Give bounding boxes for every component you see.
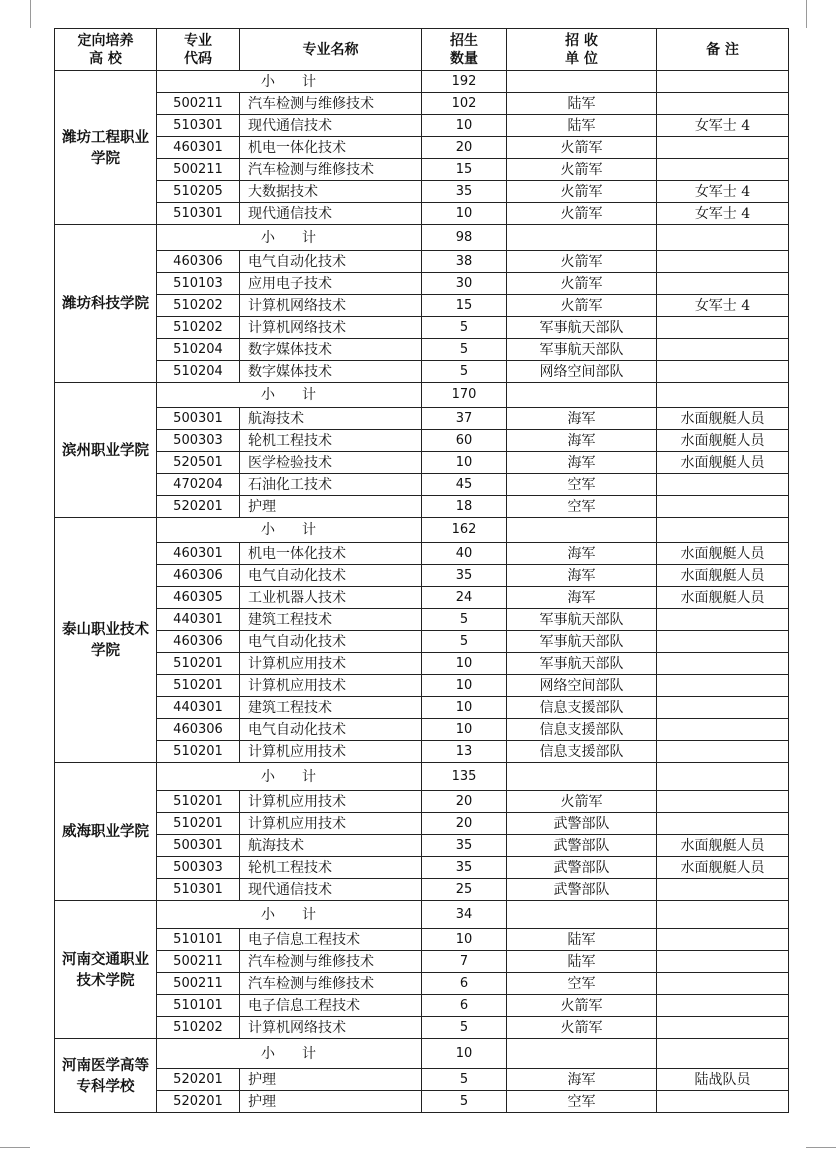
recruit-unit: 火箭军 <box>507 137 657 159</box>
recruit-unit: 军事航天部队 <box>507 631 657 653</box>
enroll-count: 35 <box>422 857 507 879</box>
remark <box>657 791 789 813</box>
subtotal-label: 小 计 <box>157 1039 422 1069</box>
table-row <box>55 951 789 973</box>
major-name: 电气自动化技术 <box>240 631 422 653</box>
recruit-unit: 军事航天部队 <box>507 653 657 675</box>
school-name: 潍坊工程职业学院 <box>55 71 157 225</box>
enroll-count: 20 <box>422 813 507 835</box>
enroll-count: 5 <box>422 361 507 383</box>
enroll-count: 5 <box>422 631 507 653</box>
major-code: 510301 <box>157 879 240 901</box>
major-code: 510202 <box>157 317 240 339</box>
subtotal-remark <box>657 225 789 251</box>
subtotal-remark <box>657 71 789 93</box>
recruit-unit: 信息支援部队 <box>507 741 657 763</box>
major-name: 计算机网络技术 <box>240 295 422 317</box>
table-row <box>55 339 789 361</box>
subtotal-count: 162 <box>422 518 507 543</box>
recruit-unit: 陆军 <box>507 929 657 951</box>
table-row <box>55 474 789 496</box>
school-name: 滨州职业学院 <box>55 383 157 518</box>
enroll-count: 5 <box>422 317 507 339</box>
major-code: 520501 <box>157 452 240 474</box>
subtotal-count: 10 <box>422 1039 507 1069</box>
header-school: 定向培养 高 校 <box>55 29 157 71</box>
recruit-unit: 军事航天部队 <box>507 317 657 339</box>
enroll-count: 5 <box>422 1091 507 1113</box>
recruit-unit: 空军 <box>507 1091 657 1113</box>
major-code: 510101 <box>157 929 240 951</box>
major-name: 护理 <box>240 496 422 518</box>
major-code: 510201 <box>157 741 240 763</box>
enroll-count: 40 <box>422 543 507 565</box>
subtotal-row <box>55 901 789 929</box>
major-code: 510101 <box>157 995 240 1017</box>
table-row <box>55 1091 789 1113</box>
enroll-count: 10 <box>422 697 507 719</box>
major-name: 应用电子技术 <box>240 273 422 295</box>
recruit-unit: 军事航天部队 <box>507 609 657 631</box>
subtotal-row <box>55 383 789 408</box>
recruit-unit: 武警部队 <box>507 813 657 835</box>
remark: 水面舰艇人员 <box>657 587 789 609</box>
table-row <box>55 719 789 741</box>
major-name: 电气自动化技术 <box>240 565 422 587</box>
major-name: 汽车检测与维修技术 <box>240 93 422 115</box>
enroll-count: 5 <box>422 1069 507 1091</box>
remark <box>657 93 789 115</box>
remark <box>657 653 789 675</box>
remark <box>657 879 789 901</box>
enroll-count: 7 <box>422 951 507 973</box>
major-name: 石油化工技术 <box>240 474 422 496</box>
major-code: 460306 <box>157 251 240 273</box>
major-code: 500301 <box>157 408 240 430</box>
subtotal-unit <box>507 901 657 929</box>
remark <box>657 1017 789 1039</box>
enroll-count: 24 <box>422 587 507 609</box>
recruit-unit: 火箭军 <box>507 791 657 813</box>
remark: 水面舰艇人员 <box>657 543 789 565</box>
table-row <box>55 741 789 763</box>
major-name: 计算机应用技术 <box>240 653 422 675</box>
table-row <box>55 879 789 901</box>
major-name: 建筑工程技术 <box>240 609 422 631</box>
remark <box>657 159 789 181</box>
table-row <box>55 813 789 835</box>
subtotal-row <box>55 225 789 251</box>
enroll-count: 102 <box>422 93 507 115</box>
table-row <box>55 181 789 203</box>
table-row <box>55 587 789 609</box>
major-name: 轮机工程技术 <box>240 857 422 879</box>
major-name: 数字媒体技术 <box>240 339 422 361</box>
major-code: 510201 <box>157 675 240 697</box>
header-unit: 招 收 单 位 <box>507 29 657 71</box>
remark: 女军士 4 <box>657 203 789 225</box>
school-name: 河南交通职业技术学院 <box>55 901 157 1039</box>
major-name: 医学检验技术 <box>240 452 422 474</box>
enroll-count: 35 <box>422 835 507 857</box>
recruit-unit: 网络空间部队 <box>507 361 657 383</box>
enroll-count: 5 <box>422 339 507 361</box>
enroll-count: 10 <box>422 929 507 951</box>
enroll-count: 45 <box>422 474 507 496</box>
major-name: 航海技术 <box>240 835 422 857</box>
major-code: 510204 <box>157 339 240 361</box>
major-code: 510201 <box>157 791 240 813</box>
enroll-count: 13 <box>422 741 507 763</box>
recruit-unit: 信息支援部队 <box>507 719 657 741</box>
recruit-unit: 网络空间部队 <box>507 675 657 697</box>
major-name: 计算机应用技术 <box>240 813 422 835</box>
major-name: 护理 <box>240 1069 422 1091</box>
header-count: 招生 数量 <box>422 29 507 71</box>
remark <box>657 631 789 653</box>
remark: 水面舰艇人员 <box>657 430 789 452</box>
enroll-count: 5 <box>422 609 507 631</box>
major-code: 460306 <box>157 565 240 587</box>
major-code: 460305 <box>157 587 240 609</box>
table-row <box>55 609 789 631</box>
major-name: 汽车检测与维修技术 <box>240 951 422 973</box>
table-row <box>55 1069 789 1091</box>
table-row <box>55 93 789 115</box>
major-code: 510205 <box>157 181 240 203</box>
subtotal-label: 小 计 <box>157 901 422 929</box>
enroll-count: 10 <box>422 203 507 225</box>
recruit-unit: 火箭军 <box>507 159 657 181</box>
subtotal-unit <box>507 1039 657 1069</box>
subtotal-unit <box>507 71 657 93</box>
major-code: 510202 <box>157 1017 240 1039</box>
major-name: 计算机应用技术 <box>240 741 422 763</box>
table-row <box>55 653 789 675</box>
major-code: 500211 <box>157 93 240 115</box>
subtotal-remark <box>657 383 789 408</box>
subtotal-count: 34 <box>422 901 507 929</box>
subtotal-row <box>55 518 789 543</box>
major-code: 520201 <box>157 1091 240 1113</box>
major-name: 机电一体化技术 <box>240 137 422 159</box>
major-code: 460306 <box>157 719 240 741</box>
school-name: 潍坊科技学院 <box>55 225 157 383</box>
major-name: 电气自动化技术 <box>240 719 422 741</box>
major-name: 机电一体化技术 <box>240 543 422 565</box>
recruit-unit: 军事航天部队 <box>507 339 657 361</box>
header-row <box>55 29 789 71</box>
major-code: 520201 <box>157 1069 240 1091</box>
major-name: 电子信息工程技术 <box>240 929 422 951</box>
subtotal-label: 小 计 <box>157 71 422 93</box>
recruit-unit: 火箭军 <box>507 295 657 317</box>
remark: 水面舰艇人员 <box>657 857 789 879</box>
remark <box>657 361 789 383</box>
major-name: 现代通信技术 <box>240 203 422 225</box>
major-name: 现代通信技术 <box>240 879 422 901</box>
subtotal-remark <box>657 518 789 543</box>
recruit-unit: 海军 <box>507 430 657 452</box>
major-code: 460301 <box>157 137 240 159</box>
remark: 女军士 4 <box>657 181 789 203</box>
major-code: 500211 <box>157 159 240 181</box>
recruit-unit: 空军 <box>507 474 657 496</box>
crop-mark-bottom-left <box>0 1147 30 1148</box>
major-name: 计算机应用技术 <box>240 791 422 813</box>
remark <box>657 137 789 159</box>
major-name: 大数据技术 <box>240 181 422 203</box>
recruit-unit: 火箭军 <box>507 1017 657 1039</box>
major-code: 510202 <box>157 295 240 317</box>
major-code: 500303 <box>157 857 240 879</box>
recruit-unit: 海军 <box>507 565 657 587</box>
subtotal-remark <box>657 1039 789 1069</box>
table-row <box>55 317 789 339</box>
remark <box>657 697 789 719</box>
enroll-count: 6 <box>422 995 507 1017</box>
enroll-count: 20 <box>422 137 507 159</box>
remark <box>657 951 789 973</box>
table-row <box>55 203 789 225</box>
table-row <box>55 430 789 452</box>
major-code: 510201 <box>157 813 240 835</box>
remark <box>657 719 789 741</box>
remark <box>657 273 789 295</box>
remark <box>657 251 789 273</box>
subtotal-count: 192 <box>422 71 507 93</box>
enroll-count: 10 <box>422 452 507 474</box>
major-code: 510103 <box>157 273 240 295</box>
major-name: 计算机网络技术 <box>240 317 422 339</box>
remark: 水面舰艇人员 <box>657 565 789 587</box>
major-code: 510301 <box>157 203 240 225</box>
enroll-count: 10 <box>422 115 507 137</box>
subtotal-row <box>55 71 789 93</box>
enroll-count: 37 <box>422 408 507 430</box>
table-row <box>55 1017 789 1039</box>
recruit-unit: 火箭军 <box>507 273 657 295</box>
enroll-count: 35 <box>422 565 507 587</box>
table-row <box>55 565 789 587</box>
major-name: 电子信息工程技术 <box>240 995 422 1017</box>
remark <box>657 675 789 697</box>
remark: 水面舰艇人员 <box>657 408 789 430</box>
remark <box>657 929 789 951</box>
table-row <box>55 295 789 317</box>
subtotal-count: 98 <box>422 225 507 251</box>
remark <box>657 973 789 995</box>
subtotal-remark <box>657 901 789 929</box>
recruit-unit: 海军 <box>507 1069 657 1091</box>
subtotal-label: 小 计 <box>157 225 422 251</box>
table-row <box>55 452 789 474</box>
major-name: 现代通信技术 <box>240 115 422 137</box>
table-row <box>55 791 789 813</box>
table-row <box>55 857 789 879</box>
table-row <box>55 408 789 430</box>
remark <box>657 995 789 1017</box>
table-row <box>55 697 789 719</box>
subtotal-unit <box>507 383 657 408</box>
subtotal-row <box>55 763 789 791</box>
enroll-count: 10 <box>422 675 507 697</box>
enroll-count: 10 <box>422 719 507 741</box>
major-name: 计算机网络技术 <box>240 1017 422 1039</box>
recruit-unit: 火箭军 <box>507 181 657 203</box>
remark <box>657 1091 789 1113</box>
major-name: 护理 <box>240 1091 422 1113</box>
school-name: 威海职业学院 <box>55 763 157 901</box>
remark: 女军士 4 <box>657 115 789 137</box>
subtotal-unit <box>507 225 657 251</box>
recruit-unit: 海军 <box>507 408 657 430</box>
table-row <box>55 929 789 951</box>
school-name: 河南医学高等专科学校 <box>55 1039 157 1113</box>
major-code: 460301 <box>157 543 240 565</box>
remark <box>657 317 789 339</box>
remark: 女军士 4 <box>657 295 789 317</box>
header-code: 专业 代码 <box>157 29 240 71</box>
recruit-unit: 海军 <box>507 452 657 474</box>
crop-mark-bottom-right <box>806 1147 836 1148</box>
crop-mark-top-left <box>30 0 31 28</box>
table-row <box>55 835 789 857</box>
table-row <box>55 273 789 295</box>
table-row <box>55 631 789 653</box>
major-code: 510204 <box>157 361 240 383</box>
major-name: 航海技术 <box>240 408 422 430</box>
table-row <box>55 543 789 565</box>
major-name: 建筑工程技术 <box>240 697 422 719</box>
enroll-count: 15 <box>422 295 507 317</box>
table-row <box>55 496 789 518</box>
subtotal-label: 小 计 <box>157 763 422 791</box>
enroll-count: 18 <box>422 496 507 518</box>
table-row <box>55 973 789 995</box>
remark: 水面舰艇人员 <box>657 452 789 474</box>
school-name: 泰山职业技术学院 <box>55 518 157 763</box>
table-row <box>55 675 789 697</box>
subtotal-label: 小 计 <box>157 518 422 543</box>
subtotal-row <box>55 1039 789 1069</box>
enroll-count: 10 <box>422 653 507 675</box>
header-major: 专业名称 <box>240 29 422 71</box>
table-row <box>55 159 789 181</box>
recruit-unit: 空军 <box>507 973 657 995</box>
major-code: 520201 <box>157 496 240 518</box>
subtotal-remark <box>657 763 789 791</box>
enroll-count: 60 <box>422 430 507 452</box>
major-code: 440301 <box>157 697 240 719</box>
recruit-unit: 火箭军 <box>507 995 657 1017</box>
table-row <box>55 361 789 383</box>
table-row <box>55 137 789 159</box>
major-code: 500303 <box>157 430 240 452</box>
remark <box>657 339 789 361</box>
enroll-count: 6 <box>422 973 507 995</box>
major-name: 计算机应用技术 <box>240 675 422 697</box>
table-row <box>55 995 789 1017</box>
crop-mark-top-right <box>806 0 807 28</box>
recruit-unit: 海军 <box>507 543 657 565</box>
enroll-count: 15 <box>422 159 507 181</box>
recruit-unit: 陆军 <box>507 115 657 137</box>
recruit-unit: 海军 <box>507 587 657 609</box>
remark <box>657 609 789 631</box>
major-code: 500211 <box>157 951 240 973</box>
major-code: 460306 <box>157 631 240 653</box>
enroll-count: 35 <box>422 181 507 203</box>
recruit-unit: 火箭军 <box>507 251 657 273</box>
table-body <box>55 71 789 1113</box>
major-code: 500211 <box>157 973 240 995</box>
table-row <box>55 115 789 137</box>
enrollment-table <box>54 28 789 1113</box>
major-name: 数字媒体技术 <box>240 361 422 383</box>
major-code: 500301 <box>157 835 240 857</box>
recruit-unit: 陆军 <box>507 951 657 973</box>
remark <box>657 813 789 835</box>
recruit-unit: 武警部队 <box>507 879 657 901</box>
remark <box>657 496 789 518</box>
table-row <box>55 251 789 273</box>
recruit-unit: 武警部队 <box>507 835 657 857</box>
recruit-unit: 陆军 <box>507 93 657 115</box>
subtotal-label: 小 计 <box>157 383 422 408</box>
major-name: 轮机工程技术 <box>240 430 422 452</box>
subtotal-unit <box>507 763 657 791</box>
recruit-unit: 信息支援部队 <box>507 697 657 719</box>
recruit-unit: 火箭军 <box>507 203 657 225</box>
remark: 陆战队员 <box>657 1069 789 1091</box>
major-name: 汽车检测与维修技术 <box>240 973 422 995</box>
major-name: 工业机器人技术 <box>240 587 422 609</box>
remark <box>657 741 789 763</box>
remark <box>657 474 789 496</box>
subtotal-count: 135 <box>422 763 507 791</box>
major-code: 510301 <box>157 115 240 137</box>
recruit-unit: 武警部队 <box>507 857 657 879</box>
major-name: 电气自动化技术 <box>240 251 422 273</box>
enroll-count: 5 <box>422 1017 507 1039</box>
enroll-count: 25 <box>422 879 507 901</box>
major-code: 470204 <box>157 474 240 496</box>
major-name: 汽车检测与维修技术 <box>240 159 422 181</box>
recruit-unit: 空军 <box>507 496 657 518</box>
subtotal-unit <box>507 518 657 543</box>
enroll-count: 30 <box>422 273 507 295</box>
enroll-count: 38 <box>422 251 507 273</box>
major-code: 510201 <box>157 653 240 675</box>
enroll-count: 20 <box>422 791 507 813</box>
subtotal-count: 170 <box>422 383 507 408</box>
major-code: 440301 <box>157 609 240 631</box>
remark: 水面舰艇人员 <box>657 835 789 857</box>
header-remark: 备 注 <box>657 29 789 71</box>
